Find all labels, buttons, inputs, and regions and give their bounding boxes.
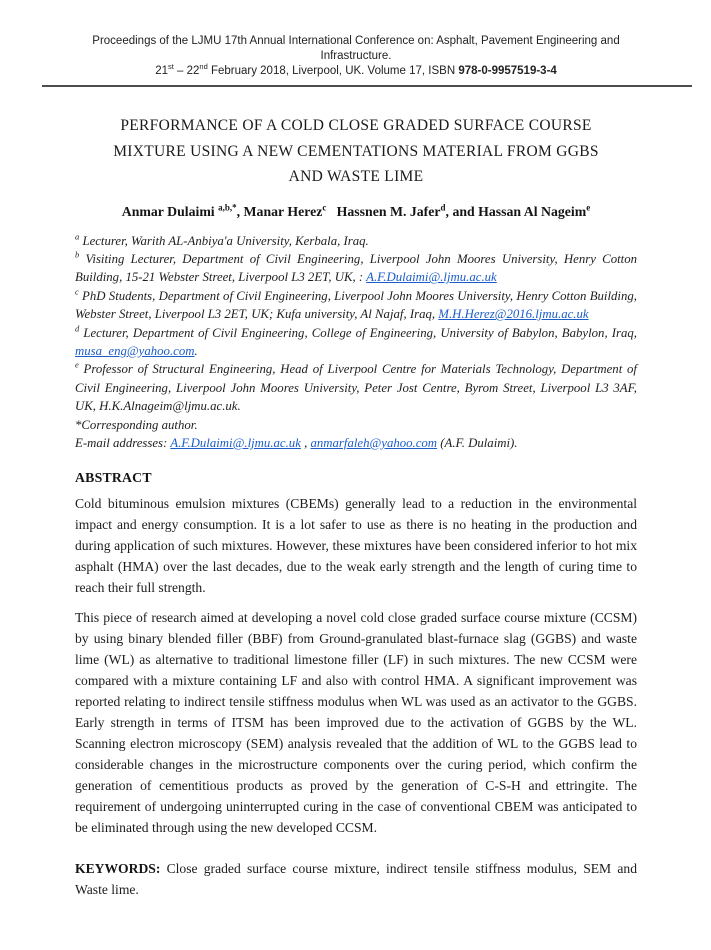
abstract-paragraph-2: This piece of research aimed at developing a novel cold close graded surface course mixture (CCSM) by using binary blended filler (BBF) from Ground-granulated blast-furnace slag (GGBS) and waste lime (WL) as alternative to traditional limestone filler (LF) in such mixtures. The new CCSM were compared with a mixture containing LF and also with control HMA. A significant improvement was reported relating to indirect tensile stiffness modulus when WL was used as an activator to the GGBS. Early strength in terms of ITSM has been improved due to the activation of GGBS by the WL. Scanning electron microscopy (SEM) analysis revealed that the addition of WL to the GGBS lead to considerable changes in the microstructure components over the curing period, which confirm the generation of cementitious products as proved by the generation of C-S-H and ettringite. The requirement of undergoing uninterrupted curing in the case of conventional CBEM was anticipated to be eliminated through using the new developed CCSM.: [75, 610, 637, 836]
header-date-part: February 2018, Liverpool, UK. Volume 17, ISBN: [207, 65, 459, 77]
affil-text: Lecturer, Warith AL-Anbiya'a University, Kerbala, Iraq.: [79, 233, 369, 248]
isbn-number: 978-0-9957519-3-4: [458, 65, 557, 77]
affiliation-c: [75, 287, 637, 324]
email-line-text: E-mail addresses:: [75, 435, 171, 450]
header-date-part: 21: [155, 65, 168, 77]
header-divider: [42, 85, 692, 87]
affil-marker: b: [75, 249, 80, 260]
email-link-herez[interactable]: M.H.Herez@2016.ljmu.ac.uk: [438, 307, 589, 322]
title-line-3: AND WASTE LIME: [288, 168, 424, 185]
email-link-dulaimi[interactable]: A.F.Dulaimi@.ljmu.ac.uk: [366, 270, 497, 285]
affil-text: Lecturer, Department of Civil Engineering, College of Engineering, University of Babylon, Babylon, Iraq,: [79, 325, 637, 340]
author-affil-sup: d: [440, 201, 446, 212]
email-line-text: (A.F. Dulaimi).: [437, 435, 518, 450]
header-date-part: – 22: [173, 65, 200, 77]
corresponding-author-note: *Corresponding author.: [75, 417, 198, 432]
conference-header: [75, 34, 637, 79]
affiliation-d: [75, 324, 637, 361]
conference-header-line-1: Proceedings of the LJMU 17th Annual International Conference on: Asphalt, Pavement Engineering and Infrastructure.: [92, 35, 620, 62]
affil-text: Professor of Structural Engineering, Head of Liverpool Centre for Materials Technology, Department of Civil Engineering, Liverpool John Moores University, Peter Jost Centre, Byrom Street, Liverpool L3 3AF, UK, H.K.Alnageim@ljmu.ac.uk.: [75, 362, 637, 414]
email-addresses-line: [75, 434, 637, 452]
email-line-text: ,: [300, 435, 311, 450]
affil-text: .: [194, 343, 198, 358]
author-affil-sup: c: [322, 201, 327, 212]
author-name: , Manar Herez: [236, 203, 323, 219]
affil-text: Visiting Lecturer, Department of Civil Engineering, Liverpool John Moores University, Henry Cotton Building, 15-21 Webster Street, Liverpool L3 2ET, UK, :: [75, 251, 637, 285]
author-affil-sup: a,b,*: [218, 201, 237, 212]
author-name: Hassnen M. Jafer: [326, 203, 441, 219]
header-ordinal-sup: st: [167, 62, 174, 72]
authors-line: [75, 202, 637, 221]
paper-title: [75, 113, 637, 190]
conference-header-line-2: [75, 64, 637, 79]
affiliation-b: [75, 250, 637, 287]
keywords-line: [75, 858, 637, 900]
affil-marker: e: [75, 360, 79, 371]
author-affil-sup: e: [586, 201, 591, 212]
abstract-paragraph-1: Cold bituminous emulsion mixtures (CBEMs) generally lead to a reduction in the environmental impact and energy consumption. It is a lot safer to use as there is no heating in the production and during application of such mixtures. However, these mixtures have been considered inferior to hot mix asphalt (HMA) over the last decades, due to the weak early strength and the length of curing time to reach their full strength.: [75, 496, 637, 596]
affiliations-block: [75, 232, 637, 453]
author-name: , and Hassan Al Nageim: [445, 203, 587, 219]
author-name: Anmar Dulaimi: [121, 203, 219, 219]
affil-marker: d: [75, 323, 80, 334]
header-ordinal-sup: nd: [199, 62, 208, 72]
affil-marker: a: [75, 231, 80, 242]
abstract-heading: ABSTRACT: [75, 470, 152, 486]
email-link-anmarfaleh[interactable]: anmarfaleh@yahoo.com: [310, 435, 438, 450]
email-link-musa[interactable]: musa_eng@yahoo.com: [75, 343, 195, 358]
keywords-text: Close graded surface course mixture, indirect tensile stiffness modulus, SEM and Waste lime.: [75, 861, 637, 898]
affiliation-a: [75, 232, 637, 250]
title-line-2: MIXTURE USING A NEW CEMENTATIONS MATERIAL FROM GGBS: [113, 142, 599, 160]
title-line-1: PERFORMANCE OF A COLD CLOSE GRADED SURFACE COURSE: [120, 117, 592, 134]
affil-marker: c: [75, 286, 79, 297]
affil-text: PhD Students, Department of Civil Engineering, Liverpool John Moores University, Henry Cotton Building, Webster Street, Liverpool L3 2ET, UK; Kufa university, Al Najaf, Iraq,: [75, 288, 637, 322]
keywords-label: KEYWORDS:: [75, 861, 161, 877]
affiliation-e: [75, 360, 637, 415]
email-link-dulaimi-2[interactable]: A.F.Dulaimi@.ljmu.ac.uk: [170, 435, 301, 450]
